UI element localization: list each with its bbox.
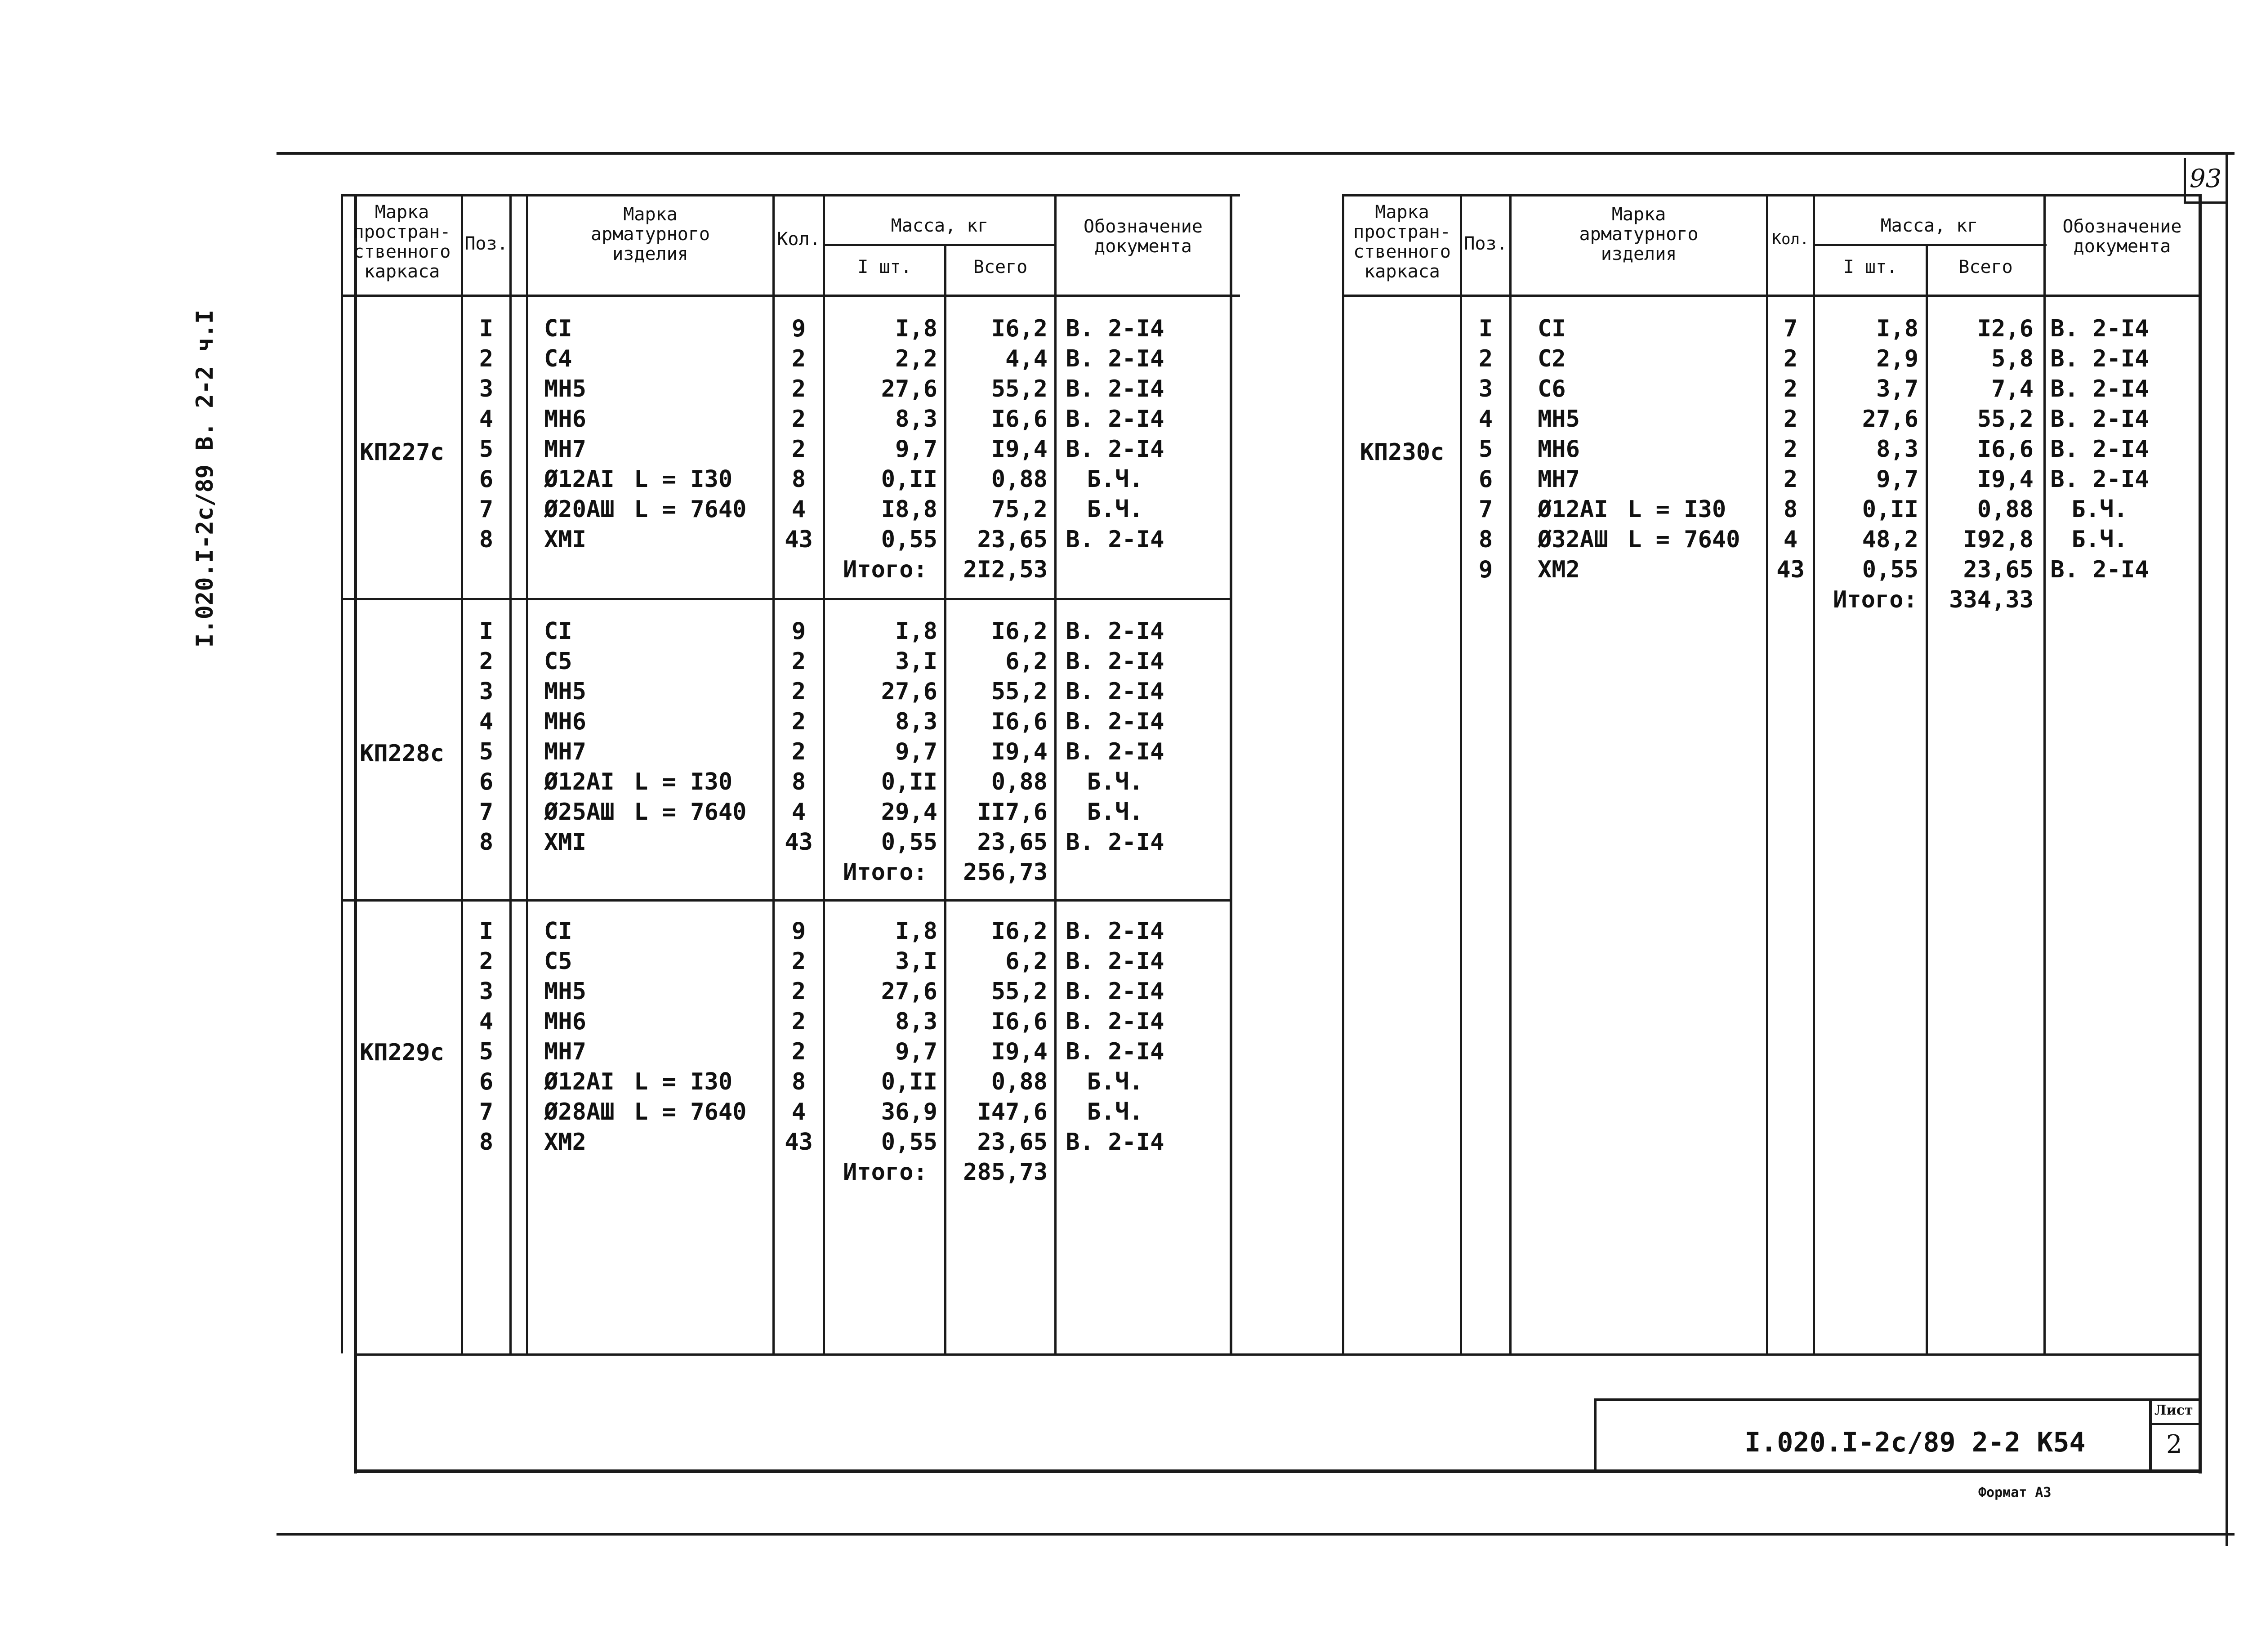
row-qty: 2 [791,978,806,1005]
row-pos: 4 [479,406,494,433]
total-value: 285,73 [963,1159,1048,1186]
row-doc: В. 2-I4 [1066,375,1164,402]
hdr-mass-one: I шт. [857,257,912,277]
row-item-mark: CI [544,315,572,342]
hdr-qty: Кол. [777,229,821,250]
row-mass-total: 0,88 [991,466,1048,493]
row-mass-one: 9,7 [895,738,937,765]
row-mass-total: I92,8 [1963,526,2034,553]
total-value: 334,33 [1949,586,2034,613]
row-mass-one: 0,55 [1862,556,1918,583]
row-doc: В. 2-I4 [2050,466,2149,493]
row-mass-one: 0,II [881,768,937,795]
sheet-box-left [2184,158,2186,203]
hdr-item-mark-r: Марка арматурного изделия [1579,204,1699,264]
row-mass-one: I,8 [895,315,937,342]
row-doc: В. 2-I4 [1066,618,1164,645]
row-qty: 4 [791,799,806,826]
row-item-mark: CI [1538,315,1566,342]
row-doc: В. 2-I4 [1066,708,1164,735]
row-pos: 6 [1478,466,1493,493]
row-pos: 3 [479,375,494,402]
row-pos: 8 [479,1129,494,1156]
row-mass-total: II7,6 [977,799,1048,826]
row-qty: 9 [791,918,806,945]
row-item-mark: C2 [1538,345,1566,372]
row-mass-total: 23,65 [977,526,1048,553]
row-qty: 2 [791,406,806,433]
row-item-mark: МН6 [1538,436,1580,463]
frame-mark: КП228с [360,740,444,767]
row-pos: I [479,918,494,945]
row-qty: 2 [791,738,806,765]
row-item-mark: ХМI [544,829,586,856]
row-item-mark: МН5 [544,678,586,705]
row-item-mark: Ø28AШ [544,1098,615,1125]
row-item-mark: МН7 [1538,466,1580,493]
hdr-doc-r: Обозначение документа [2062,216,2182,257]
row-doc: В. 2-I4 [1066,315,1164,342]
row-mass-total: 55,2 [1977,406,2034,433]
row-doc: Б.Ч. [1087,1098,1143,1125]
row-mass-one: 29,4 [881,799,937,826]
row-pos: 9 [1478,556,1493,583]
row-mass-total: 7,4 [1991,375,2034,402]
row-mass-one: 8,3 [895,708,937,735]
row-doc: В. 2-I4 [1066,918,1164,945]
row-doc: Б.Ч. [2071,496,2128,523]
frame-mark: КП227с [360,439,444,466]
format-label: Формат А3 [1978,1485,2052,1500]
row-doc: В. 2-I4 [1066,1129,1164,1156]
title-block-code: I.020.I-2c/89 2-2 K54 [1744,1427,2086,1458]
side-document-code: I.020.I-2c/89 B. 2-2 ч.I [192,309,219,647]
row-mass-total: 23,65 [977,1129,1048,1156]
row-mass-one: 8,3 [895,406,937,433]
frame-mark: КП230с [1360,439,1445,466]
row-mass-total: 75,2 [991,496,1048,523]
sheet-number: 93 [2190,164,2222,193]
row-pos: 2 [479,648,494,675]
row-pos: 6 [479,466,494,493]
row-qty: 4 [791,1098,806,1125]
row-qty: 8 [1783,496,1798,523]
hdr-mass-total-r: Всего [1958,257,2013,277]
row-doc: В. 2-I4 [2050,315,2149,342]
row-doc: В. 2-I4 [2050,345,2149,372]
row-qty: 2 [791,678,806,705]
row-mass-total: I6,2 [991,315,1048,342]
hdr-doc: Обозначение документа [1084,216,1203,257]
row-qty: 2 [1783,466,1798,493]
row-item-mark: МН6 [544,708,586,735]
row-mass-total: 0,88 [991,1068,1048,1095]
row-item-mark: Ø20AШ [544,496,615,523]
row-qty: 43 [785,526,813,553]
frame-left [354,194,357,1473]
row-doc: В. 2-I4 [1066,738,1164,765]
row-item-mark: МН5 [1538,406,1580,433]
row-mass-one: 3,I [895,948,937,975]
row-qty: 2 [791,1038,806,1065]
row-length: L = I30 [1628,496,1726,523]
row-mass-one: 27,6 [881,978,937,1005]
total-value: 256,73 [963,859,1048,886]
row-item-mark: Ø12AI [544,466,615,493]
row-mass-total: 4,4 [1005,345,1048,372]
total-value: 2I2,53 [963,556,1048,583]
row-pos: 2 [1478,345,1493,372]
row-pos: 7 [479,799,494,826]
row-mass-one: 9,7 [895,436,937,463]
row-qty: 4 [791,496,806,523]
row-doc: В. 2-I4 [1066,978,1164,1005]
row-item-mark: C5 [544,648,572,675]
row-mass-one: 9,7 [895,1038,937,1065]
hdr-mass-total: Всего [973,257,1028,277]
row-mass-total: I2,6 [1977,315,2034,342]
row-pos: 6 [479,1068,494,1095]
row-pos: 7 [1478,496,1493,523]
row-item-mark: ХМI [544,526,586,553]
row-item-mark: ХМ2 [1538,556,1580,583]
title-block-sheet-label: Лист [2154,1402,2193,1418]
row-qty: 9 [791,618,806,645]
row-pos: 5 [479,738,494,765]
row-mass-total: I9,4 [991,436,1048,463]
row-mass-total: 0,88 [1977,496,2034,523]
title-block-sheet-divider [2149,1398,2152,1470]
row-mass-total: 23,65 [977,829,1048,856]
row-item-mark: Ø32AШ [1538,526,1608,553]
row-mass-one: 0,55 [881,1129,937,1156]
row-mass-one: I,8 [895,918,937,945]
row-qty: 2 [791,436,806,463]
hdr-mass-r: Масса, кг [1880,215,1978,236]
row-pos: 7 [479,496,494,523]
row-mass-total: 6,2 [1005,948,1048,975]
right-border-line [2226,152,2228,1546]
row-qty: 4 [1783,526,1798,553]
row-length: L = 7640 [634,496,747,523]
row-doc: В. 2-I4 [2050,556,2149,583]
row-mass-one: I,8 [1876,315,1918,342]
row-item-mark: МН7 [544,738,586,765]
row-pos: 8 [479,829,494,856]
row-mass-total: I6,6 [991,406,1048,433]
hdr-mass: Масса, кг [891,215,989,236]
row-mass-one: 9,7 [1876,466,1918,493]
row-pos: 8 [1478,526,1493,553]
row-length: L = 7640 [634,1098,747,1125]
row-doc: В. 2-I4 [1066,948,1164,975]
row-item-mark: МН7 [544,1038,586,1065]
row-mass-total: 55,2 [991,678,1048,705]
row-mass-total: I6,6 [1977,436,2034,463]
row-qty: 2 [791,648,806,675]
row-mass-total: 55,2 [991,375,1048,402]
row-item-mark: Ø25AШ [544,799,615,826]
row-mass-total: I6,6 [991,708,1048,735]
row-mass-one: 0,II [1862,496,1918,523]
frame-bottom [354,1469,2202,1473]
hdr-qty-r: Кол. [1772,230,1809,248]
hdr-pos-r: Поз. [1464,233,1508,254]
row-doc: В. 2-I4 [2050,406,2149,433]
row-mass-one: 0,55 [881,526,937,553]
hdr-frame-mark: Марка простран- ственного каркаса [353,202,451,282]
row-mass-one: 3,7 [1876,375,1918,402]
row-qty: 2 [791,1008,806,1035]
row-mass-total: I9,4 [991,1038,1048,1065]
total-label: Итого: [843,556,928,583]
hdr-frame-mark-r: Марка простран- ственного каркаса [1353,202,1451,282]
row-item-mark: МН7 [544,436,586,463]
row-doc: В. 2-I4 [2050,436,2149,463]
row-pos: 8 [479,526,494,553]
row-doc: В. 2-I4 [1066,436,1164,463]
title-block-sheet-line [2149,1423,2201,1425]
row-pos: 6 [479,768,494,795]
row-doc: Б.Ч. [1087,1068,1143,1095]
row-mass-one: 27,6 [881,678,937,705]
frame-right [2199,194,2202,1473]
row-doc: Б.Ч. [1087,496,1143,523]
hdr-item-mark: Марка арматурного изделия [591,204,710,264]
row-mass-total: I6,6 [991,1008,1048,1035]
row-mass-one: 0,II [881,1068,937,1095]
row-pos: I [479,315,494,342]
row-qty: 43 [785,1129,813,1156]
row-item-mark: МН6 [544,1008,586,1035]
top-border-line [277,152,2235,155]
row-mass-total: I47,6 [977,1098,1048,1125]
row-qty: 8 [791,768,806,795]
row-pos: 5 [479,1038,494,1065]
row-pos: 4 [1478,406,1493,433]
row-item-mark: МН5 [544,978,586,1005]
row-doc: В. 2-I4 [1066,406,1164,433]
row-pos: I [479,618,494,645]
row-mass-total: 5,8 [1991,345,2034,372]
row-pos: 5 [1478,436,1493,463]
frame-mark: КП229с [360,1039,444,1066]
row-mass-one: 0,II [881,466,937,493]
row-qty: 43 [785,829,813,856]
row-mass-total: 55,2 [991,978,1048,1005]
row-pos: 3 [479,978,494,1005]
row-qty: 2 [791,708,806,735]
row-doc: В. 2-I4 [1066,829,1164,856]
row-mass-one: 0,55 [881,829,937,856]
row-mass-one: 3,I [895,648,937,675]
row-item-mark: МН5 [544,375,586,402]
row-qty: 8 [791,1068,806,1095]
row-item-mark: Ø12AI [544,768,615,795]
row-mass-one: 48,2 [1862,526,1918,553]
row-qty: 2 [791,345,806,372]
row-mass-one: 8,3 [1876,436,1918,463]
row-doc: Б.Ч. [1087,799,1143,826]
row-pos: 7 [479,1098,494,1125]
row-doc: В. 2-I4 [1066,648,1164,675]
sheet-box-bottom [2184,201,2228,204]
title-block-top [1594,1398,2201,1401]
title-block-sheet-number: 2 [2166,1430,2182,1459]
row-pos: 4 [479,708,494,735]
row-mass-one: 27,6 [1862,406,1918,433]
row-mass-total: I9,4 [1977,466,2034,493]
row-mass-total: I6,2 [991,918,1048,945]
row-item-mark: Ø12AI [1538,496,1608,523]
row-item-mark: ХМ2 [544,1129,586,1156]
row-pos: I [1478,315,1493,342]
row-item-mark: C4 [544,345,572,372]
row-doc: В. 2-I4 [2050,375,2149,402]
row-pos: 2 [479,948,494,975]
row-pos: 2 [479,345,494,372]
row-mass-total: I6,2 [991,618,1048,645]
row-pos: 3 [479,678,494,705]
row-mass-one: I8,8 [881,496,937,523]
hdr-mass-one-r: I шт. [1843,257,1898,277]
row-qty: 43 [1776,556,1805,583]
row-doc: В. 2-I4 [1066,678,1164,705]
row-mass-one: 8,3 [895,1008,937,1035]
row-qty: 8 [791,466,806,493]
total-label: Итого: [843,1159,928,1186]
frame-mid-line [354,1353,2202,1356]
row-item-mark: C5 [544,948,572,975]
row-pos: 5 [479,436,494,463]
row-item-mark: МН6 [544,406,586,433]
row-length: L = 7640 [634,799,747,826]
row-mass-total: 6,2 [1005,648,1048,675]
row-mass-total: I9,4 [991,738,1048,765]
row-qty: 2 [1783,375,1798,402]
row-item-mark: CI [544,918,572,945]
row-qty: 2 [1783,345,1798,372]
row-qty: 2 [791,375,806,402]
row-doc: В. 2-I4 [1066,526,1164,553]
row-doc: Б.Ч. [1087,768,1143,795]
row-length: L = I30 [634,466,733,493]
row-pos: 4 [479,1008,494,1035]
row-length: L = I30 [634,1068,733,1095]
row-mass-total: 0,88 [991,768,1048,795]
row-mass-one: 27,6 [881,375,937,402]
row-doc: В. 2-I4 [1066,1008,1164,1035]
row-mass-one: 2,9 [1876,345,1918,372]
row-mass-total: 23,65 [1963,556,2034,583]
row-doc: В. 2-I4 [1066,345,1164,372]
row-doc: Б.Ч. [1087,466,1143,493]
row-qty: 9 [791,315,806,342]
row-qty: 2 [1783,436,1798,463]
title-block-left [1594,1398,1597,1470]
total-label: Итого: [843,859,928,886]
row-item-mark: CI [544,618,572,645]
row-qty: 2 [791,948,806,975]
bottom-border-line [277,1533,2235,1536]
row-doc: В. 2-I4 [1066,1038,1164,1065]
row-mass-one: 36,9 [881,1098,937,1125]
row-pos: 3 [1478,375,1493,402]
row-qty: 2 [1783,406,1798,433]
row-qty: 7 [1783,315,1798,342]
row-mass-one: I,8 [895,618,937,645]
row-item-mark: C6 [1538,375,1566,402]
hdr-pos: Поз. [464,233,508,254]
row-mass-one: 2,2 [895,345,937,372]
total-label: Итого: [1833,586,1918,613]
row-length: L = I30 [634,768,733,795]
row-item-mark: Ø12AI [544,1068,615,1095]
row-length: L = 7640 [1628,526,1740,553]
row-doc: Б.Ч. [2071,526,2128,553]
